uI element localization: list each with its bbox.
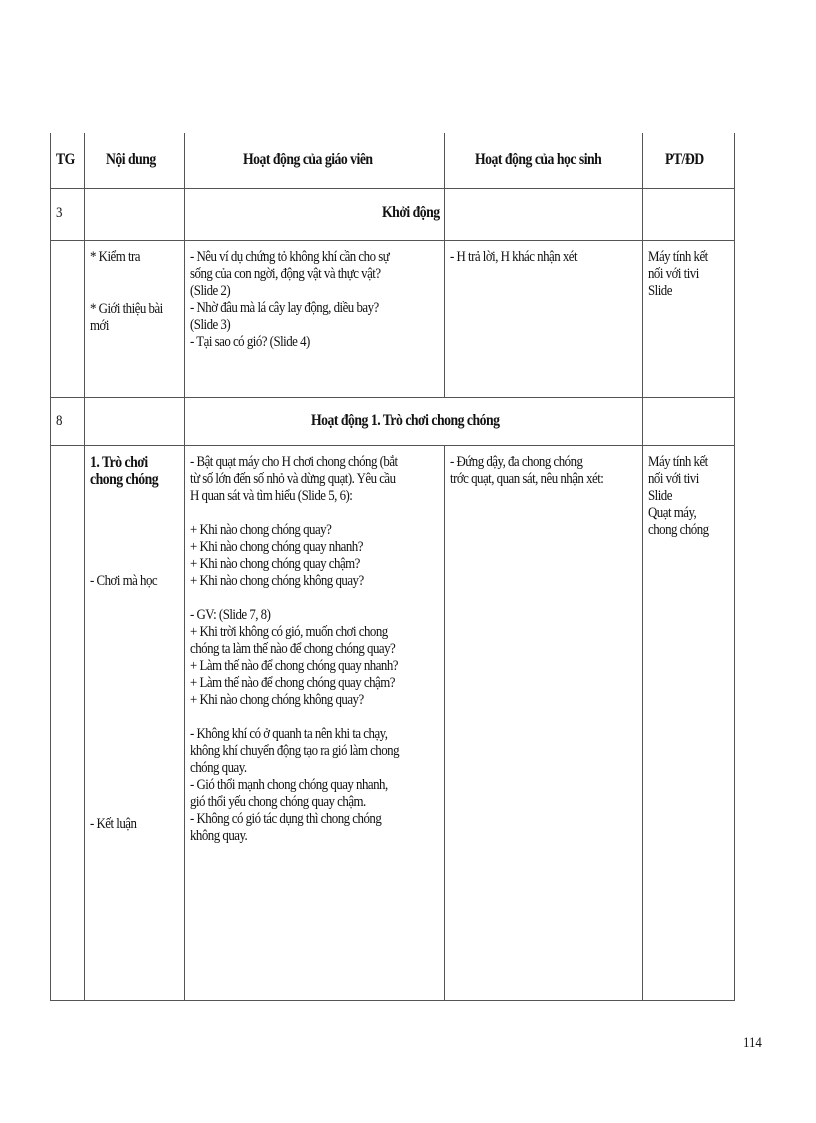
grid-line bbox=[50, 1000, 735, 1001]
section1-time: 3 bbox=[56, 205, 62, 221]
header-content: Nội dung bbox=[106, 151, 156, 168]
section2-equipment bbox=[648, 454, 709, 539]
section1-equipment bbox=[648, 249, 708, 300]
text-line: Máy tính kết bbox=[648, 249, 708, 265]
page-number: 114 bbox=[743, 1035, 762, 1051]
text-line: Slide bbox=[648, 283, 672, 299]
text-line: - Không khí có ở quanh ta nên khi ta chạy, bbox=[190, 726, 388, 742]
grid-line bbox=[84, 133, 85, 1000]
section1-student-activity: - H trả lời, H khác nhận xét bbox=[450, 249, 578, 265]
section1-item-gioi-thieu: * Giới thiệu bài bbox=[90, 301, 163, 317]
text-line: 1. Trò chơi bbox=[90, 454, 148, 471]
section1-item-kiem-tra: * Kiểm tra bbox=[90, 249, 141, 265]
grid-line bbox=[444, 188, 445, 240]
section1-item-moi: mới bbox=[90, 318, 109, 334]
text-line: - GV: (Slide 7, 8) bbox=[190, 607, 271, 623]
text-line: Quạt máy, bbox=[648, 505, 697, 521]
text-line: - Không có gió tác dụng thì chong chóng bbox=[190, 811, 382, 827]
text-line: + Khi nào chong chóng không quay? bbox=[190, 692, 364, 708]
section1-title: Khởi động bbox=[382, 204, 440, 221]
section1-teacher-activity bbox=[190, 249, 389, 351]
grid-line bbox=[50, 188, 735, 189]
header-tg: TG bbox=[56, 151, 75, 168]
blank-line bbox=[190, 709, 399, 726]
text-line: nối với tivi bbox=[648, 266, 699, 282]
section2-content-conclusion: - Kết luận bbox=[90, 816, 137, 832]
text-line: chóng ta làm thế nào để chong chóng quay? bbox=[190, 641, 396, 657]
text-line: + Làm thế nào để chong chóng quay chậm? bbox=[190, 675, 395, 691]
text-line: + Khi trời không có gió, muốn chơi chong bbox=[190, 624, 388, 640]
text-line: gió thổi yếu chong chóng quay chậm. bbox=[190, 794, 366, 810]
section2-content-title bbox=[90, 454, 158, 488]
header-equipment: PT/ĐD bbox=[665, 151, 704, 168]
text-line: + Làm thế nào để chong chóng quay nhanh? bbox=[190, 658, 399, 674]
text-line: sống của con ngời, động vật và thực vật? bbox=[190, 266, 381, 282]
text-line: Slide bbox=[648, 488, 672, 504]
section2-time: 8 bbox=[56, 413, 62, 429]
text-line: từ số lớn đến số nhỏ và dừng quạt). Yêu cầu bbox=[190, 471, 396, 487]
grid-line bbox=[444, 445, 445, 1000]
text-line: nối với tivi bbox=[648, 471, 699, 487]
header-student-activity: Hoạt động của học sinh bbox=[475, 151, 602, 168]
header-teacher-activity: Hoạt động của giáo viên bbox=[243, 151, 373, 168]
grid-line bbox=[50, 133, 51, 1000]
text-line: - Nhờ đâu mà lá cây lay động, diều bay? bbox=[190, 300, 379, 316]
text-line: chong chóng bbox=[648, 522, 709, 538]
section2-title: Hoạt động 1. Trò chơi chong chóng bbox=[311, 412, 500, 429]
text-line: + Khi nào chong chóng không quay? bbox=[190, 573, 364, 589]
text-line: - Gió thổi mạnh chong chóng quay nhanh, bbox=[190, 777, 388, 793]
section2-content-play-learn: - Chơi mà học bbox=[90, 573, 158, 589]
grid-line bbox=[444, 133, 445, 188]
text-line: chong chóng bbox=[90, 471, 159, 488]
text-line: + Khi nào chong chóng quay nhanh? bbox=[190, 539, 363, 555]
grid-line bbox=[184, 133, 185, 1000]
text-line: (Slide 3) bbox=[190, 317, 231, 333]
text-line: - Đứng dậy, đa chong chóng bbox=[450, 454, 583, 470]
text-line: trớc quạt, quan sát, nêu nhận xét: bbox=[450, 471, 604, 487]
grid-line bbox=[50, 397, 735, 398]
section2-student-activity bbox=[450, 454, 603, 488]
text-line: - Tại sao có gió? (Slide 4) bbox=[190, 334, 310, 350]
grid-line bbox=[444, 240, 445, 397]
text-line: - Nêu ví dụ chứng tỏ không khí cần cho sự bbox=[190, 249, 390, 265]
blank-line bbox=[190, 590, 399, 607]
text-line: + Khi nào chong chóng quay chậm? bbox=[190, 556, 360, 572]
grid-line bbox=[50, 445, 735, 446]
grid-line bbox=[50, 240, 735, 241]
text-line: không khí chuyển động tạo ra gió làm chong bbox=[190, 743, 400, 759]
section2-teacher-activity bbox=[190, 454, 399, 845]
text-line: Máy tính kết bbox=[648, 454, 708, 470]
grid-line bbox=[642, 133, 643, 1000]
text-line: (Slide 2) bbox=[190, 283, 231, 299]
text-line: không quay. bbox=[190, 828, 248, 844]
text-line: H quan sát và tìm hiểu (Slide 5, 6): bbox=[190, 488, 353, 504]
grid-line bbox=[734, 133, 735, 1000]
text-line: - Bật quạt máy cho H chơi chong chóng (bắt bbox=[190, 454, 398, 470]
text-line: + Khi nào chong chóng quay? bbox=[190, 522, 332, 538]
text-line: chóng quay. bbox=[190, 760, 247, 776]
blank-line bbox=[190, 505, 399, 522]
